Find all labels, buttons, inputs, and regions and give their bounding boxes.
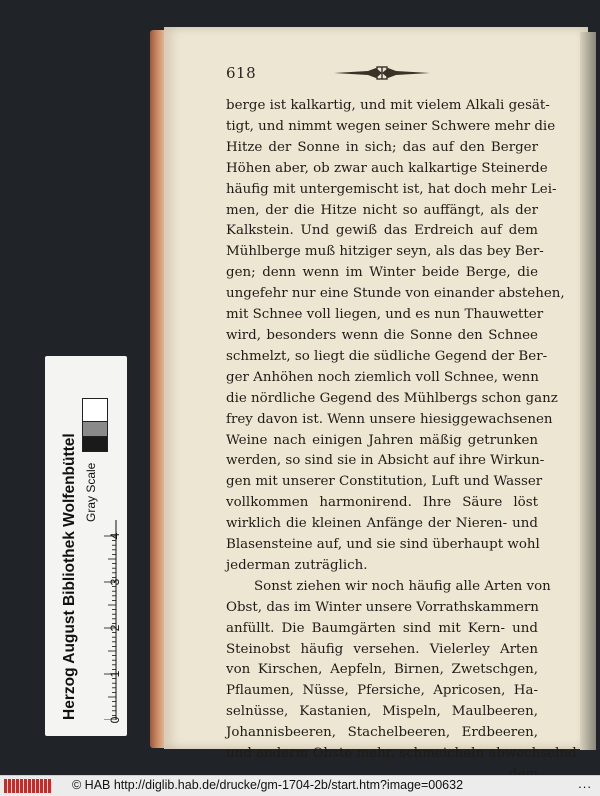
swatch-black [82,436,108,452]
text-line: mit Schnee voll liegen, und es nun Thauwetter [226,307,544,323]
ruler-number: 1 [108,670,122,678]
swatch-white [82,398,108,422]
text-line: schmelzt, so liegt die südliche Gegend der Ber- [226,348,548,364]
text-line: Höhen aber, ob zwar auch kalkartige Steinerde [226,160,548,176]
text-line: die nördliche Gegend des Mühlbergs schon ganz [226,390,558,406]
page-gutter [580,32,596,750]
body-text [226,96,577,786]
text-line: häufig mit untergemischt ist, hat doch mehr Lei- [226,181,557,197]
text-line: Hitze der Sonne in sich; das auf den Berger [226,139,538,155]
text-line: Kalkstein. Und gewiß das Erdreich auf dem [226,223,538,239]
text-line: Sonst ziehen wir noch häufig alle Arten von [254,578,551,594]
ruler [80,520,120,720]
text-line: vollkommen harmonirend. Ihre Säure löst [226,495,538,511]
page-number: 618 [226,64,257,82]
footer-url[interactable]: © HAB http://diglib.hab.de/drucke/gm-1704-2b/start.htm?image=00632 [72,778,464,792]
swatch-gray [82,421,108,437]
gray-scale-label: Gray Scale [84,462,98,522]
ruler-number: 3 [108,578,122,586]
footer-bar [0,775,600,796]
text-line: gen; denn wenn im Winter beide Berge, die [226,265,538,281]
text-line: selnüsse, Kastanien, Mispeln, Maulbeeren, [226,704,538,720]
text-line: Weine nach einigen Jahren mäßig getrunken [226,432,538,448]
text-line: berge ist kalkartig, und mit vielem Alkali gesät- [226,98,550,113]
ornament-icon [332,64,432,82]
text-line: von Kirschen, Aepfeln, Birnen, Zwetschgen, [226,662,538,678]
library-title: Herzog August Bibliothek Wolfenbüttel [61,433,78,720]
text-line: und anderm Obste mehr, schmeicheln abwechselnd [226,746,577,762]
text-line: ger Anhöhen noch ziemlich voll Schnee, wenn [226,369,539,385]
text-line: Mühlberge muß hitziger seyn, als das bey Ber- [226,244,544,260]
text-line: gen mit unserer Constitution, Luft und Wasser [226,474,543,490]
text-line: tigt, und nimmt wegen seiner Schwere mehr die [226,118,556,134]
text-line: wirklich die kleinen Anfänge der Nieren- und [226,516,538,532]
text-line: Pflaumen, Nüsse, Pfersiche, Apricosen, Ha- [226,683,538,699]
ruler-number: 4 [108,532,122,540]
text-line: werden, so sind sie in Absicht auf ihre Wirkun- [226,453,545,469]
text-line: men, der die Hitze nicht so auffängt, als der [226,202,538,218]
more-icon[interactable]: ... [578,776,592,791]
ruler-number: 0 [108,716,122,724]
text-line: Steinobst häufig versehen. Vielerley Arten [226,641,538,657]
ruler-number: 2 [108,624,122,632]
text-line: ungefehr nur eine Stunde von einander abstehen, [226,286,565,302]
text-line: anfüllt. Die Baumgärten sind mit Kern- und [226,620,538,636]
text-line: wird, besonders wenn die Sonne den Schnee [226,327,538,343]
text-line: frey davon ist. Wenn unsere hiesiggewachsenen [226,411,553,427]
text-line: Johannisbeeren, Stachelbeeren, Erdbeeren, [226,725,538,741]
text-line: Blasensteine auf, und sie sind überhaupt wohl [226,537,540,553]
text-line: jederman zuträglich. [226,557,368,573]
hab-logo-icon [4,779,54,793]
text-line: Obst, das im Winter unsere Vorrathskammern [226,599,539,615]
